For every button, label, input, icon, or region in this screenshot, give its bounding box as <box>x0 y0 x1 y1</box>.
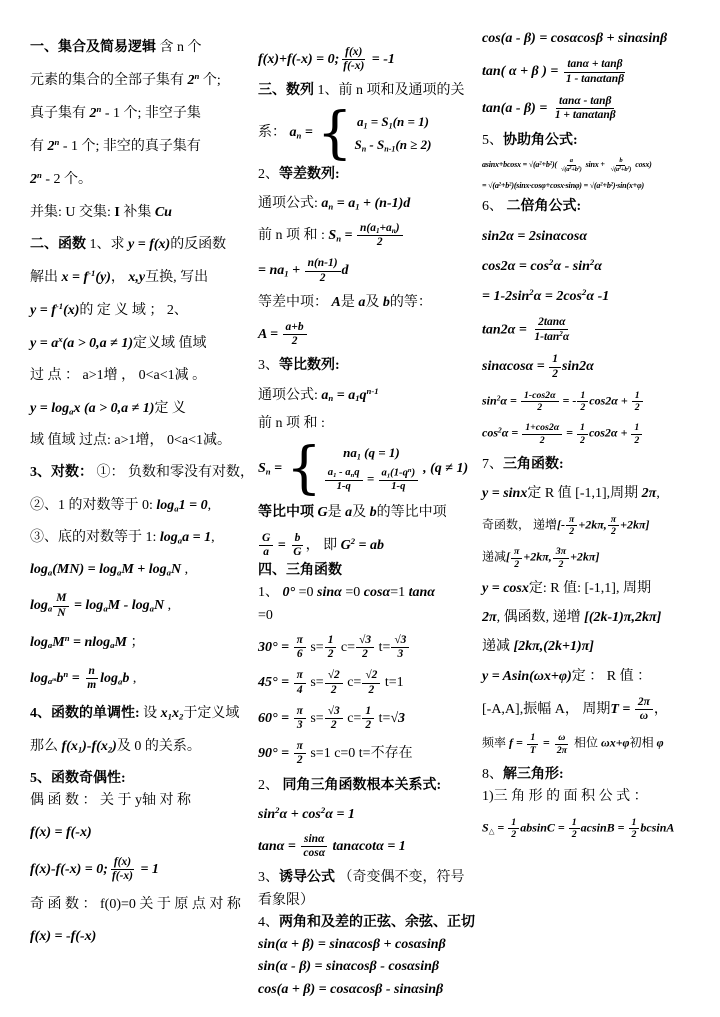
formula-line: $\sin^2\alpha + \cos^2\alpha = 1$ <box>258 804 355 822</box>
formula-line: 域 值域 过点: a>1增， 0<a<1减。 <box>30 432 232 448</box>
case-row: $\frac{\text{a1 - anq}}{1-q}$ = $\frac{a1(1-q^n)}{1-q}$ <box>324 467 419 493</box>
formula-line: y = logax (a > 0,a ≠ 1)定 义 <box>30 400 186 417</box>
formula-line: 奇 函 数 ： f(0)=0 关 于 原 点 对 称 <box>30 897 241 913</box>
formula-line: 2π, 偶函数, 递增 [(2k-1)π,2kπ] <box>482 610 662 626</box>
formula-line: 通项公式: an = $a1q^{n-1}$ <box>258 385 379 403</box>
formula-line: 奇函数， 递增[- $\frac{\pi}{2}$ +2kπ, $\frac{\pi}{2}$ +2kπ] <box>482 513 650 537</box>
formula-line: 等比中项 G是 a及 b的等比中项 <box>258 505 447 521</box>
formula-line: 7、三角函数: <box>482 457 564 473</box>
formula-line: y = sinx定 R 值 [-1,1],周期 2π, <box>482 486 660 502</box>
formula-line: y = cosx定: R 值: [-1,1], 周期 <box>482 580 651 596</box>
formula-line: cos(a + β) = cosαcosβ - sinαsinβ <box>258 981 444 997</box>
formula-line: 那么 f(x1)-f(x2)及 0 的关系。 <box>30 738 201 754</box>
formula-line: 90° = $\frac{\pi}{2}$ s=1 c=0 t=不存在 <box>258 740 413 767</box>
formula-line: 通项公式: an = a1 + (n-1)d <box>258 195 411 212</box>
formula-line: 前 n 项 和 : <box>258 415 325 431</box>
formula-line: $\log a^mb^n$ = $\frac{n}{m}$ logab , <box>30 664 137 692</box>
column-middle <box>258 38 482 1002</box>
column-right <box>482 20 714 849</box>
case-row: na1 (q = 1) <box>343 445 400 462</box>
formula-line: 四、三角函数 <box>258 563 342 579</box>
formula-line: $\frac{G}{a}$ = $\frac{b}{G}$ ， 即 $G^2$ = ab <box>258 532 482 559</box>
piecewise-formula: Sn = { na1 (q = 1) $\frac{\text{a1 - anq}}{1-q}$ = $\frac{a1(1-q^n)}{1-q}$ , (q ≠ 1) <box>258 435 469 501</box>
formula-line: 8、解三角形: <box>482 767 564 783</box>
formula-line: tanα = $\frac{\sin\alpha}{\cos\alpha}$ tanαcotα = 1 <box>258 832 406 860</box>
formula-line: 3、等比数列: <box>258 358 340 374</box>
formula-line: 45° = $\frac{\pi}{4}$ s= $\frac{√2}{2}$ c= $\frac{√2}{2}$ t=1 <box>258 669 404 696</box>
brace-glyph: { <box>286 435 322 501</box>
formula-line: S△ = $\frac{1}{2}$ absinC = $\frac{1}{2}$ acsinB = $\frac{1}{2}$ bcsinA <box>482 816 675 840</box>
piecewise-formula: 系： an = { a1 = S1(n = 1) Sn - Sn-1(n ≥ 2) <box>258 100 432 166</box>
formula-line: loga $\frac{M}{N}$ = logaM - logaN , <box>30 592 172 619</box>
formula-line: 过 点 ： a>1增 ， 0<a<1减 。 <box>30 368 207 384</box>
formula-line: ③、底的对数等于 1: logaa = 1, <box>30 529 215 546</box>
formula-line: logaM$^n$ = nlogaM ； <box>30 632 145 650</box>
formula-line: 三、数列 1、前 n 项和及通项的关 <box>258 83 465 99</box>
formula-line: f(x)-f(-x) = 0; $\frac{f(x)}{f(-x)}$ = 1 <box>30 855 159 882</box>
formula-line: tan( α + β ) = $\frac{\tan\alpha + \tan\beta}{1 - \tan\alpha\tan\beta}$ <box>482 58 624 85</box>
formula-line: f(x)+f(-x) = 0; $\frac{f(x)}{f(-x)}$ = -1 <box>258 46 395 73</box>
brace-glyph: { <box>316 100 353 166</box>
formula-line: tan2α = $\frac{2\tan\alpha}{1-\tan^2\alpha}$ <box>482 316 570 344</box>
column-left <box>30 26 256 960</box>
formula-line: f(x) = f(-x) <box>30 825 92 841</box>
formula-line: 2、等差数列: <box>258 167 340 183</box>
formula-line: 4、两角和及差的正弦、余弦、正切 <box>258 914 475 930</box>
formula-line: 1)三 角 形 的 面 积 公 式 ： <box>482 789 648 805</box>
formula-line: 2$^n$ - 2 个。 <box>30 170 92 188</box>
formula-line: y = Asin(ωx+φ)定 ： R 值 ： <box>482 668 652 684</box>
formula-line: [-A,A],振幅 A， 周期T = $\frac{2\pi}{\omega}$ ， <box>482 696 668 723</box>
formula-line: $\cos 2\alpha = \cos^2\alpha - \sin^2\alpha$ <box>482 256 603 274</box>
formula-line: 二、函数 1、求 y = f(x)的反函数 <box>30 236 227 252</box>
formula-line: 看象限） <box>258 892 314 908</box>
case-row: a1 = S1(n = 1) <box>356 113 429 130</box>
formula-line: 5、函数奇偶性: <box>30 770 126 786</box>
formula-line: 真子集有 2$^n$ - 1 个; 非空子集 <box>30 104 201 122</box>
formula-line: 解出 $x = f^{-1}(y)$， x,y互换, 写出 <box>30 268 209 285</box>
formula-line: 频率 f = $\frac{1}{T}$ = $\frac{\omega}{2\pi}$ 相位 ωx+φ初相 φ <box>482 732 664 756</box>
formula-line: 5、协助角公式: <box>482 133 578 149</box>
formula-line: 元素的集合的全部子集有 2$^n$ 个; <box>30 71 221 89</box>
formula-line: 30° = $\frac{\pi}{6}$ s= $\frac{1}{2}$ c= $\frac{√3}{2}$ t= $\frac{√3}{3}$ <box>258 634 482 661</box>
formula-line: $asinx+bcosx = √(a^2+b^2)$( $\frac{a}{√(a^2+b^2)}$ sinx + $\frac{b}{√(a^2+b^2)}$ cosx) <box>482 157 652 174</box>
formula-line: 等差中项： A是 a及 b的等： <box>258 294 432 310</box>
formula-line: = $1-2\sin^2\alpha = 2\cos^2\alpha$ -1 <box>482 286 610 304</box>
formula-line: 6、 二倍角公式: <box>482 199 582 215</box>
formula-line: loga(MN) = logaM + logaN , <box>30 562 189 578</box>
formula-line: sin(α + β) = sinαcosβ + cosαsinβ <box>258 937 446 953</box>
formula-line: 一、集合及简易逻辑 含 n 个 <box>30 40 202 55</box>
formula-line: $\sin^2\alpha$ = $\frac{1-\cos 2\alpha}{2}$ = - $\frac{1}{2}$ cos2α + $\frac{1}{2}$ <box>482 390 714 414</box>
formula-line: 递减 [2kπ,(2k+1)π] <box>482 639 594 655</box>
formula-line: =0 <box>258 607 273 623</box>
formula-line: 有 2$^n$ - 1 个; 非空的真子集有 <box>30 137 201 155</box>
formula-line: $\cos^2\alpha$ = $\frac{1+\cos 2\alpha}{2}$ = $\frac{1}{2}$ cos2α + $\frac{1}{2}$ <box>482 422 714 446</box>
case-row: Sn - Sn-1(n ≥ 2) <box>354 136 432 153</box>
formula-line: 递减[ $\frac{\pi}{2}$ +2kπ, $\frac{3\pi}{2}$ +2kπ] <box>482 546 600 570</box>
formula-line: = na1 + $\frac{n(n-1)}{2}$ d <box>258 257 349 284</box>
formula-line: 4、函数的单调性: 设 x1x2于定义域 <box>30 706 240 722</box>
formula-line: 3、诱导公式 （奇变偶不变，符号 <box>258 870 465 886</box>
formula-line: sinαcosα = $\frac{1}{2}$ sin2α <box>482 353 594 380</box>
formula-line: $y = a^x(a > 0,a \ne 1)$定义域 值域 <box>30 334 207 352</box>
formula-line: 60° = $\frac{\pi}{3}$ s= $\frac{√3}{2}$ c= $\frac{1}{2}$ t=√3 <box>258 704 406 731</box>
formula-line: sin2α = 2sinαcosα <box>482 228 588 244</box>
formula-line: 3、对数： ①： 负数和零没有对数， <box>30 465 254 481</box>
formula-line: 2、 同角三角函数根本关系式: <box>258 777 442 793</box>
formula-line: tan(a - β) = $\frac{\tan\alpha - \tan\beta}{1 + \tan\alpha\tan\beta}$ <box>482 94 616 121</box>
formula-line: ②、1 的对数等于 0: loga1 = 0, <box>30 497 212 513</box>
formula-line: = $√(a^2+b^2)(\sin x\cdot\cos\varphi+\cos x\cdot\sin\varphi) = √(a^2+b^2)\cdot\sin(x+\varphi)$ <box>482 180 644 190</box>
formula-line: $y = f^{-1}(x)$的 定 义 域 ； 2、 <box>30 301 188 318</box>
formula-line: 前 n 项 和 : Sn = $\frac{n(a1+an)}{2}$ <box>258 222 482 249</box>
formula-line: f(x) = -f(-x) <box>30 929 97 945</box>
formula-line: cos(a - β) = cosαcosβ + sinαsinβ <box>482 31 668 46</box>
formula-line: 1、 0° =0 sinα =0 cosα=1 tanα <box>258 585 436 601</box>
formula-line: sin(α - β) = sinαcosβ - cosαsinβ <box>258 959 440 975</box>
formula-line: A = $\frac{a+b}{2}$ <box>258 321 482 348</box>
formula-line: 并集: U 交集: I 补集 Cu <box>30 204 172 220</box>
formula-line: 偶 函 数 ： 关 于 y轴 对 称 <box>30 793 191 809</box>
